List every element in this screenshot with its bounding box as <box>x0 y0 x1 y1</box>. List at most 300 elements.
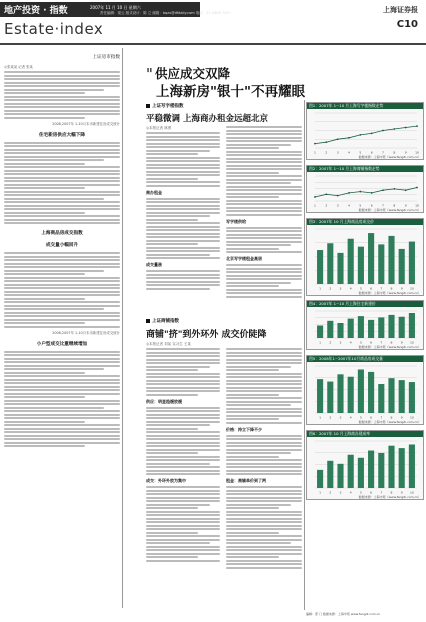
text-line <box>226 271 302 273</box>
text-line <box>4 382 120 384</box>
chart-1 <box>306 102 424 160</box>
text-line <box>4 375 120 377</box>
text-line <box>4 78 120 80</box>
bar <box>317 470 323 488</box>
text-line <box>146 178 198 180</box>
text-line <box>4 92 85 94</box>
text-line <box>146 442 220 444</box>
x-tick-label: 1 <box>319 415 322 420</box>
chart-source: 数据来源：上海中原（www.fangdi.com.cn） <box>358 495 421 499</box>
bar <box>399 317 405 338</box>
text-line <box>4 280 120 282</box>
text-line <box>226 161 302 163</box>
text-line <box>146 466 220 468</box>
text-line <box>4 187 85 189</box>
text-line <box>146 366 210 368</box>
text-line <box>146 250 220 252</box>
chart-title: 图3：2007年 10 月上海商品房成交价 <box>307 219 423 225</box>
text-line <box>4 270 104 272</box>
x-tick-label: 5 <box>359 150 362 155</box>
bar <box>409 242 415 284</box>
text-line <box>226 196 279 198</box>
text-line <box>226 397 302 399</box>
story-1-col-1 <box>146 132 220 291</box>
text-line <box>226 248 279 250</box>
text-line <box>226 137 302 139</box>
bar <box>378 244 384 284</box>
chart-source: 数据来源：上海中原（www.fangdi.com.cn） <box>358 420 421 424</box>
text-line <box>4 156 120 158</box>
text-line <box>4 393 120 395</box>
x-tick-label: 5 <box>359 490 362 495</box>
x-tick-label: 2 <box>325 203 328 208</box>
text-line <box>146 132 220 134</box>
text-line <box>146 394 198 396</box>
text-line <box>146 407 220 409</box>
text-line <box>4 421 85 423</box>
text-line <box>146 560 220 562</box>
text-line <box>226 456 279 458</box>
series-line <box>315 126 417 144</box>
bar <box>388 236 394 284</box>
text-line <box>146 414 220 416</box>
text-line <box>226 179 302 181</box>
text-line <box>146 270 220 272</box>
text-line <box>4 117 85 119</box>
text-line <box>226 542 291 544</box>
text-line <box>226 549 302 551</box>
text-line <box>226 539 302 541</box>
text-line <box>146 518 220 520</box>
left-caption-2: 2008,2007年 1-10月本市新建住房成交统计 <box>52 330 120 335</box>
text-line <box>146 514 220 516</box>
text-line <box>146 528 220 530</box>
text-line <box>146 164 220 166</box>
text-line <box>146 240 220 242</box>
x-tick-label: 7 <box>382 150 384 155</box>
chart-3 <box>306 218 424 296</box>
text-line <box>4 252 120 254</box>
text-line <box>226 207 302 209</box>
text-line <box>4 184 120 186</box>
column-rule-left <box>122 48 123 608</box>
bar <box>327 243 333 284</box>
text-line <box>146 431 220 433</box>
text-line <box>226 532 279 534</box>
text-line <box>146 459 220 461</box>
text-line <box>226 463 302 465</box>
text-line <box>146 521 220 523</box>
x-tick-label: 7 <box>380 490 383 495</box>
text-line <box>4 445 85 447</box>
text-line <box>146 167 220 169</box>
text-line <box>4 354 120 356</box>
text-line <box>226 241 302 243</box>
text-line <box>4 266 120 268</box>
text-line <box>226 408 302 410</box>
text-line <box>226 130 302 132</box>
text-line <box>146 493 220 495</box>
chart-4 <box>306 300 424 350</box>
chart-5 <box>306 355 424 425</box>
text-line <box>4 326 120 328</box>
chart-plot <box>307 437 421 495</box>
chart-source: 数据来源：上海中原（www.fangdi.com.cn） <box>358 155 421 159</box>
text-line <box>226 289 302 291</box>
bar <box>358 458 364 488</box>
x-tick-label: 10 <box>409 340 414 345</box>
text-line <box>226 525 302 527</box>
section-logo: Estate·index <box>4 20 104 38</box>
text-line <box>146 473 220 475</box>
text-line <box>226 203 302 205</box>
text-line <box>4 194 120 196</box>
text-line <box>226 158 302 160</box>
text-line <box>226 285 279 287</box>
chart-title: 图5：2008年1~2007年10月商品房成交量 <box>307 356 423 362</box>
bar <box>368 372 374 413</box>
x-tick-label: 4 <box>348 203 350 208</box>
text-line <box>4 273 85 275</box>
text-line <box>4 407 104 409</box>
text-line <box>4 284 120 286</box>
chart-source: 数据来源：上海中原（www.fangdi.com.cn） <box>358 345 421 349</box>
left-text-2 <box>4 142 120 225</box>
text-line <box>226 567 302 569</box>
text-line <box>226 126 302 128</box>
story-2-col-2 <box>226 348 302 570</box>
text-line <box>146 542 210 544</box>
text-line <box>226 394 279 396</box>
text-line <box>146 456 220 458</box>
text-line <box>226 535 302 537</box>
text-line <box>226 230 302 232</box>
text-line <box>146 277 220 279</box>
text-line <box>226 264 302 266</box>
text-line <box>226 500 302 502</box>
text-line <box>4 435 120 437</box>
text-line <box>4 386 120 388</box>
series-line <box>315 188 417 198</box>
paper-name: 上海证券报 <box>383 6 418 14</box>
text-line <box>146 284 220 286</box>
text-line <box>226 186 302 188</box>
text-line <box>146 215 210 217</box>
x-tick-label: 9 <box>400 415 403 420</box>
text-line <box>226 438 302 440</box>
story-1-text-f <box>226 264 302 298</box>
text-line <box>226 486 302 488</box>
chart-plot <box>307 362 421 420</box>
text-line <box>146 257 220 259</box>
bar <box>409 444 415 488</box>
text-line <box>146 525 220 527</box>
left-author: ◎张某某 记者 张某 <box>4 65 33 69</box>
text-line <box>226 563 302 565</box>
bar <box>337 253 343 284</box>
bar <box>368 233 374 284</box>
x-tick-label: 8 <box>390 286 393 291</box>
x-tick-label: 6 <box>370 490 373 495</box>
section-label-office: 上证写字楼指数 <box>146 103 184 109</box>
text-line <box>146 362 220 364</box>
text-line <box>146 553 220 555</box>
text-line <box>146 359 220 361</box>
x-tick-label: 1 <box>314 150 316 155</box>
text-line <box>4 368 104 370</box>
text-line <box>146 205 220 207</box>
left-subheading-3: 成交量小幅回升 <box>45 243 79 248</box>
text-line <box>4 291 120 293</box>
main-headline-line-1: 供应成交双降 <box>155 66 231 81</box>
x-tick-label: 4 <box>349 490 352 495</box>
text-line <box>146 463 210 465</box>
text-line <box>146 421 220 423</box>
story-1-sub-3: 成交量涨 <box>146 262 162 267</box>
text-line <box>4 414 120 416</box>
x-tick-label: 9 <box>400 340 403 345</box>
x-tick-label: 2 <box>325 150 328 155</box>
text-line <box>226 452 291 454</box>
text-line <box>146 380 220 382</box>
story-2-headline: 商铺"挤"到外环外 成交价陡降 <box>146 330 267 340</box>
x-tick-label: 2 <box>329 286 332 291</box>
text-line <box>146 150 210 152</box>
text-line <box>4 159 104 161</box>
bar <box>317 326 323 339</box>
chart-title: 图2：2007年 1~10 月上海商铺指数走势 <box>307 166 423 172</box>
text-line <box>226 366 291 368</box>
text-line <box>4 298 85 300</box>
text-line <box>4 358 120 360</box>
x-tick-label: 6 <box>370 340 373 345</box>
story-2-text-e <box>226 435 302 476</box>
text-line <box>146 438 220 440</box>
chart-title: 图1：2007年 1~10 月上海写字楼指数走势 <box>307 103 423 109</box>
x-tick-label: 5 <box>359 286 362 291</box>
bar <box>337 323 343 338</box>
text-line <box>226 404 291 406</box>
text-line <box>226 182 291 184</box>
text-line <box>4 99 120 101</box>
bar <box>327 321 333 338</box>
text-line <box>146 171 220 173</box>
text-line <box>4 180 120 182</box>
text-line <box>4 428 120 430</box>
chart-6 <box>306 430 424 500</box>
text-line <box>226 244 291 246</box>
left-text-3 <box>4 252 120 328</box>
text-line <box>146 556 198 558</box>
text-line <box>146 490 220 492</box>
bar <box>399 380 405 413</box>
story-1-sub-1: 商办租金 <box>146 189 162 195</box>
section-title: 地产投资 · 指数 <box>4 6 68 16</box>
x-tick-label: 7 <box>380 286 383 291</box>
text-line <box>4 312 120 314</box>
text-line <box>146 535 220 537</box>
text-line <box>146 449 220 451</box>
text-line <box>4 166 120 168</box>
text-line <box>4 191 120 193</box>
story-1-text-c <box>146 270 220 290</box>
x-tick-label: 2 <box>329 415 332 420</box>
chart-plot <box>307 307 421 345</box>
text-line <box>4 438 120 440</box>
text-line <box>146 486 220 488</box>
text-line <box>226 234 302 236</box>
x-tick-label: 6 <box>370 150 373 155</box>
text-line <box>226 553 302 555</box>
text-line <box>226 144 291 146</box>
text-line <box>146 236 220 238</box>
text-line <box>226 172 279 174</box>
text-line <box>4 372 85 374</box>
page-footer: 编辑：部 门 数据来源：上海中原 www.fangdi.com.cn <box>306 612 381 616</box>
text-line <box>4 198 104 200</box>
text-line <box>4 145 120 147</box>
text-line <box>226 383 302 385</box>
text-line <box>226 189 302 191</box>
text-line <box>4 149 120 151</box>
text-line <box>146 500 220 502</box>
x-tick-label: 10 <box>409 415 414 420</box>
x-tick-label: 6 <box>370 286 373 291</box>
quote-mark: " <box>146 65 153 83</box>
text-line <box>4 361 120 363</box>
text-line <box>226 175 302 177</box>
text-line <box>146 222 220 224</box>
text-line <box>226 193 302 195</box>
x-tick-label: 1 <box>319 490 322 495</box>
bar <box>378 317 384 338</box>
text-line <box>226 511 302 513</box>
text-line <box>226 466 302 468</box>
text-line <box>146 212 220 214</box>
text-line <box>146 201 220 203</box>
text-line <box>4 219 120 221</box>
x-tick-label: 8 <box>390 340 393 345</box>
text-line <box>4 170 120 172</box>
left-section-label: 上证房市指数 <box>92 55 120 60</box>
text-line <box>146 369 198 371</box>
story-1-text-b <box>146 198 220 260</box>
text-line <box>226 459 302 461</box>
text-line <box>146 281 220 283</box>
text-line <box>4 442 120 444</box>
text-line <box>226 497 302 499</box>
chart-plot <box>307 109 421 155</box>
x-tick-label: 6 <box>370 203 373 208</box>
bar <box>317 250 323 284</box>
x-tick-label: 2 <box>329 490 332 495</box>
text-line <box>146 198 220 200</box>
text-line <box>226 504 291 506</box>
story-2-sub-6: 成交：外环外放为集中 <box>146 478 186 483</box>
bar <box>348 455 354 488</box>
text-line <box>146 452 198 454</box>
text-line <box>4 396 85 398</box>
text-line <box>146 507 198 509</box>
chart-2 <box>306 165 424 213</box>
x-tick-label: 1 <box>319 286 322 291</box>
text-line <box>226 210 302 212</box>
text-line <box>146 243 198 245</box>
text-line <box>4 400 120 402</box>
text-line <box>226 348 302 350</box>
text-line <box>226 133 302 135</box>
text-line <box>146 549 220 551</box>
text-line <box>226 470 302 472</box>
text-line <box>4 410 120 412</box>
text-line <box>146 546 220 548</box>
x-tick-label: 4 <box>349 286 352 291</box>
bar <box>358 316 364 338</box>
text-line <box>4 163 85 165</box>
x-tick-label: 1 <box>314 203 316 208</box>
text-line <box>146 383 220 385</box>
text-line <box>4 379 120 381</box>
text-line <box>226 168 302 170</box>
text-line <box>4 215 120 217</box>
text-line <box>4 110 120 112</box>
text-line <box>146 208 220 210</box>
bar <box>399 448 405 488</box>
text-line <box>146 139 220 141</box>
text-line <box>146 160 220 162</box>
text-line <box>226 418 279 420</box>
x-tick-label: 3 <box>339 340 342 345</box>
text-line <box>146 410 220 412</box>
page-code: C10 <box>396 19 418 30</box>
text-line <box>226 556 279 558</box>
text-line <box>146 226 220 228</box>
x-tick-label: 7 <box>382 203 384 208</box>
text-line <box>4 263 120 265</box>
story-1-text-e <box>226 227 302 254</box>
text-line <box>4 424 120 426</box>
text-line <box>146 229 220 231</box>
story-1-headline: 平稳微调 上海商办租金远超北京 <box>146 114 268 124</box>
header-rule <box>0 43 426 45</box>
text-line <box>4 315 120 317</box>
text-line <box>146 143 220 145</box>
text-line <box>226 275 302 277</box>
text-line <box>146 254 210 256</box>
text-line <box>4 89 104 91</box>
column-rule-right <box>304 100 305 610</box>
issue-date: 2007年 11 月 10 日 星期六 <box>90 5 141 10</box>
x-tick-label: 7 <box>380 415 383 420</box>
x-tick-label: 6 <box>370 415 373 420</box>
text-line <box>146 511 220 513</box>
chart-source: 数据来源：上海中原（www.fangdi.com.cn） <box>358 291 421 295</box>
text-line <box>4 201 120 203</box>
x-tick-label: 1 <box>319 340 322 345</box>
text-line <box>226 546 302 548</box>
story-2-text-b <box>146 407 220 476</box>
text-line <box>226 214 302 216</box>
text-line <box>226 560 302 562</box>
text-line <box>4 322 85 324</box>
text-line <box>226 493 302 495</box>
text-line <box>226 296 302 298</box>
left-caption-1: 2008,2007年 1-10月本市新建住房成交统计 <box>52 121 120 126</box>
story-2-sub-8: 租金：商辅单价到了两 <box>226 478 266 483</box>
text-line <box>146 417 220 419</box>
bar <box>388 446 394 488</box>
text-line <box>146 219 198 221</box>
